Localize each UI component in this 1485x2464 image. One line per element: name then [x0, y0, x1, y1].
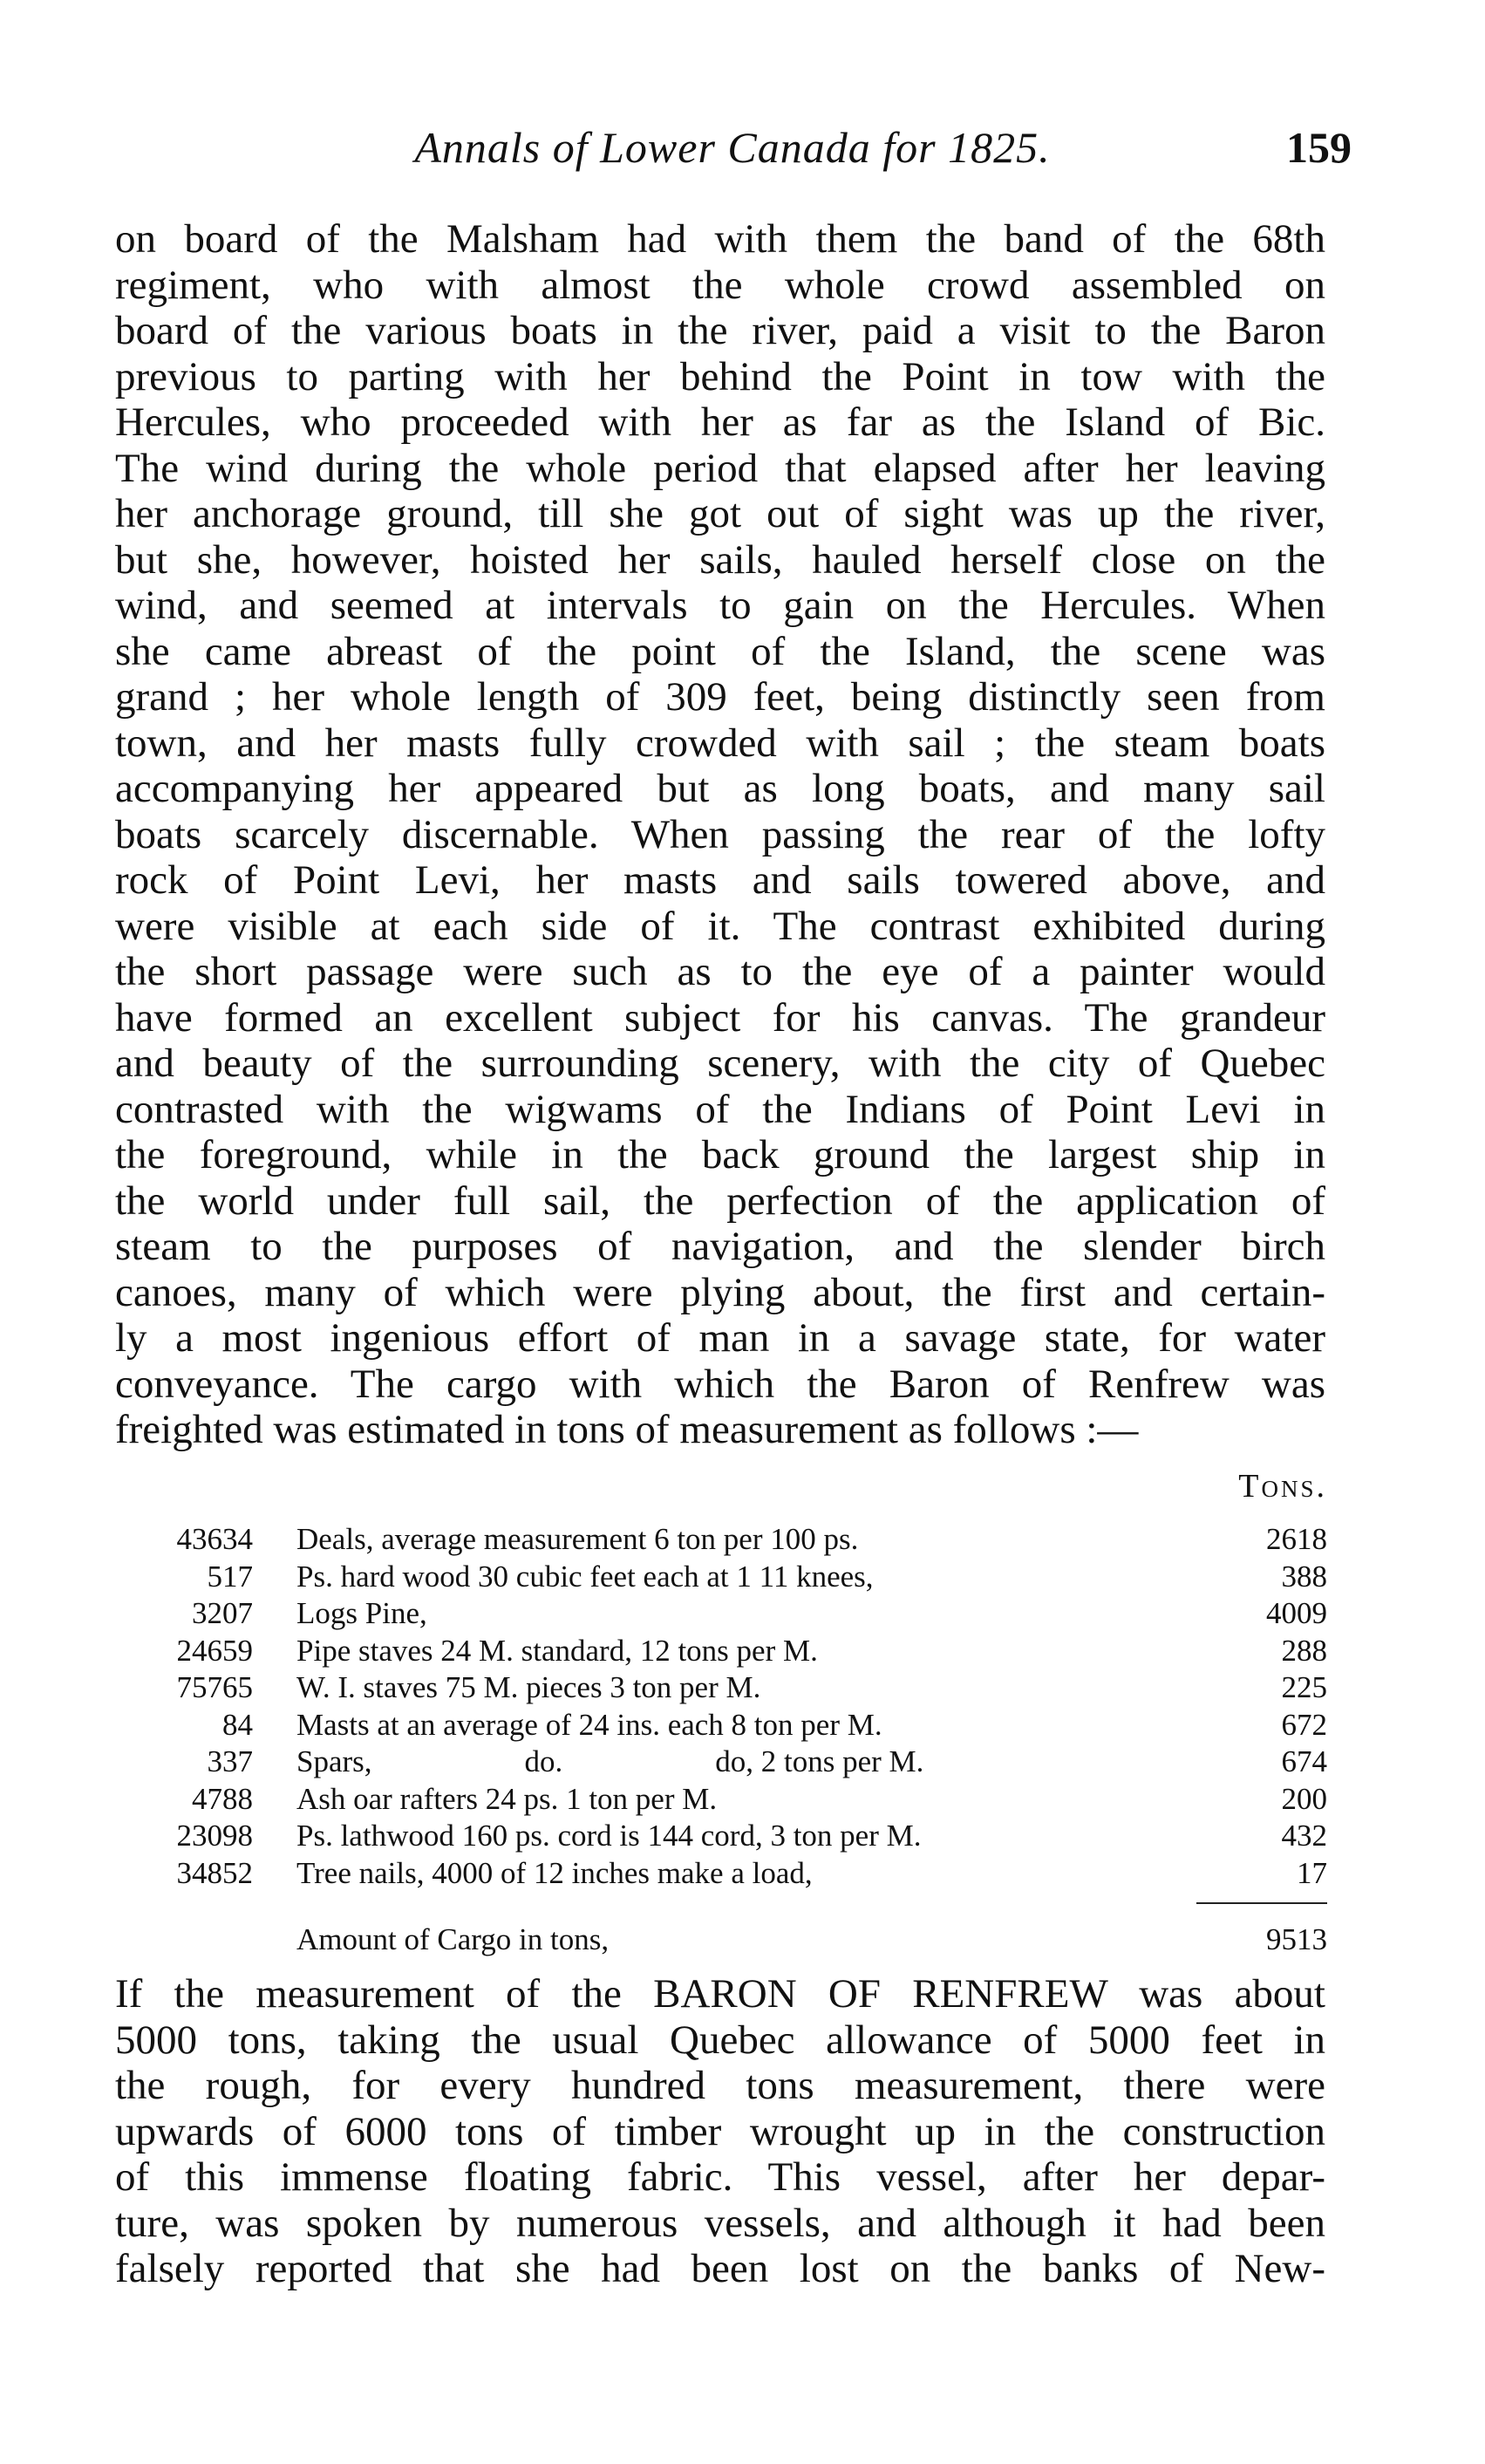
table-row [113, 1818, 1327, 1855]
row-tons: 225 [1281, 1670, 1327, 1704]
row-description: Ash oar rafters 24 ps. 1 ton per M. [296, 1781, 718, 1816]
row-quantity: 24659 [176, 1633, 253, 1668]
text-line: ly a most ingenious effort of man in a savage state, for water [115, 1315, 1325, 1361]
text-line: The wind during the whole period that elapsed after her leaving [115, 445, 1325, 491]
text-line: grand ; her whole length of 309 feet, being distinctly seen from [115, 674, 1325, 720]
table-row [113, 1855, 1327, 1893]
row-description: Ps. hard wood 30 cubic feet each at 1 11 knees, [296, 1559, 874, 1594]
row-tons: 432 [1281, 1819, 1327, 1853]
text-line: canoes, many of which were plying about, the first and certain- [115, 1269, 1325, 1315]
row-tons: 2618 [1266, 1522, 1327, 1556]
text-line: upwards of 6000 tons of timber wrought up in the construction [115, 2108, 1325, 2154]
cargo-rows [113, 1521, 1327, 1892]
text-line: the short passage were such as to the eye of a painter would [115, 949, 1325, 994]
total-rule [1196, 1902, 1327, 1904]
text-line: of this immense floating fabric. This vessel, after her depar- [115, 2154, 1325, 2200]
text-line: the rough, for every hundred tons measurement, there were [115, 2063, 1325, 2108]
text-line: she came abreast of the point of the Island, the scene was [115, 628, 1325, 674]
text-line: falsely reported that she had been lost on the banks of New- [115, 2246, 1325, 2291]
row-tons: 17 [1297, 1855, 1327, 1890]
row-tons: 674 [1281, 1744, 1327, 1778]
text-line: board of the various boats in the river, paid a visit to the Baron [115, 308, 1325, 353]
row-description: Ps. lathwood 160 ps. cord is 144 cord, 3 ton per M. [296, 1819, 922, 1853]
row-description: Logs Pine, [296, 1596, 427, 1630]
total-label: Amount of Cargo in tons, [296, 1922, 610, 1956]
text-line: wind, and seemed at intervals to gain on the Hercules. When [115, 583, 1325, 628]
table-row [113, 1781, 1327, 1819]
table-row [113, 1669, 1327, 1707]
row-quantity: 4788 [192, 1781, 253, 1816]
text-line: on board of the Malsham had with them the band of the 68th [115, 216, 1325, 262]
text-line: accompanying her appeared but as long boats, and many sail [115, 766, 1325, 811]
row-description: Tree nails, 4000 of 12 inches make a load, [296, 1855, 813, 1890]
text-line: town, and her masts fully crowded with sail ; the steam boats [115, 720, 1325, 766]
paragraph-measurement [115, 1971, 1325, 2292]
table-row [113, 1707, 1327, 1744]
text-line: rock of Point Levi, her masts and sails towered above, and [115, 857, 1325, 903]
text-line: ture, was spoken by numerous vessels, and although it had been [115, 2200, 1325, 2246]
table-row [113, 1744, 1327, 1781]
text-line: 5000 tons, taking the usual Quebec allowance of 5000 feet in [115, 2017, 1325, 2063]
row-description: Pipe staves 24 M. standard, 12 tons per M. [296, 1633, 818, 1668]
text-line: the foreground, while in the back ground the largest ship in [115, 1132, 1325, 1177]
row-quantity: 43634 [176, 1522, 253, 1556]
paragraph-cargo-description [115, 216, 1325, 1453]
table-row [113, 1633, 1327, 1670]
text-line: boats scarcely discernable. When passing the rear of the lofty [115, 811, 1325, 857]
table-row [113, 1559, 1327, 1596]
row-description: Deals, average measurement 6 ton per 100 ps. [296, 1522, 859, 1556]
text-line: freighted was estimated in tons of measurement as follows :— [115, 1407, 1139, 1452]
text-line: her anchorage ground, till she got out of sight was up the river, [115, 491, 1325, 536]
row-quantity: 3207 [192, 1596, 253, 1630]
row-description: Masts at an average of 24 ins. each 8 ton per M. [296, 1707, 882, 1742]
running-head [113, 122, 1352, 183]
text-line: and beauty of the surrounding scenery, with the city of Quebec [115, 1041, 1325, 1086]
text-line: regiment, who with almost the whole crowd assembled on [115, 262, 1325, 308]
row-quantity: 34852 [176, 1855, 253, 1890]
text-line: but she, however, hoisted her sails, hauled herself close on the [115, 536, 1325, 583]
row-tons: 200 [1281, 1781, 1327, 1816]
row-tons: 288 [1281, 1633, 1327, 1668]
tons-column-header: Tons. [1238, 1468, 1327, 1505]
row-quantity: 75765 [176, 1670, 253, 1704]
row-quantity: 517 [207, 1559, 253, 1594]
row-tons: 672 [1281, 1707, 1327, 1742]
row-tons: 388 [1281, 1559, 1327, 1594]
table-row [113, 1595, 1327, 1633]
text-line: contrasted with the wigwams of the Indians of Point Levi in [115, 1086, 1325, 1132]
text-line: the world under full sail, the perfection of the application of [115, 1177, 1325, 1224]
row-quantity: 337 [207, 1744, 253, 1778]
row-description: W. I. staves 75 M. pieces 3 ton per M. [296, 1670, 761, 1704]
text-line: Hercules, who proceeded with her as far as the Island of Bic. [115, 399, 1325, 445]
row-quantity: 84 [222, 1707, 253, 1742]
text-line: have formed an excellent subject for his canvas. The grandeur [115, 994, 1325, 1041]
total-value: 9513 [1266, 1922, 1327, 1956]
row-quantity: 23098 [176, 1819, 253, 1853]
text-line: were visible at each side of it. The contrast exhibited during [115, 903, 1325, 949]
row-description: Spars, do. do, 2 tons per M. [296, 1744, 924, 1778]
total-row [113, 1921, 1327, 1959]
text-line: previous to parting with her behind the Point in tow with the [115, 353, 1325, 399]
table-row [113, 1521, 1327, 1559]
text-line: conveyance. The cargo with which the Baron of Renfrew was [115, 1361, 1325, 1407]
text-line: If the measurement of the BARON OF RENFREW was about [115, 1971, 1325, 2017]
row-tons: 4009 [1266, 1596, 1327, 1630]
text-line: steam to the purposes of navigation, and the slender birch [115, 1224, 1325, 1269]
page-number: 159 [1286, 123, 1352, 172]
running-title: Annals of Lower Canada for 1825. [414, 123, 1051, 172]
